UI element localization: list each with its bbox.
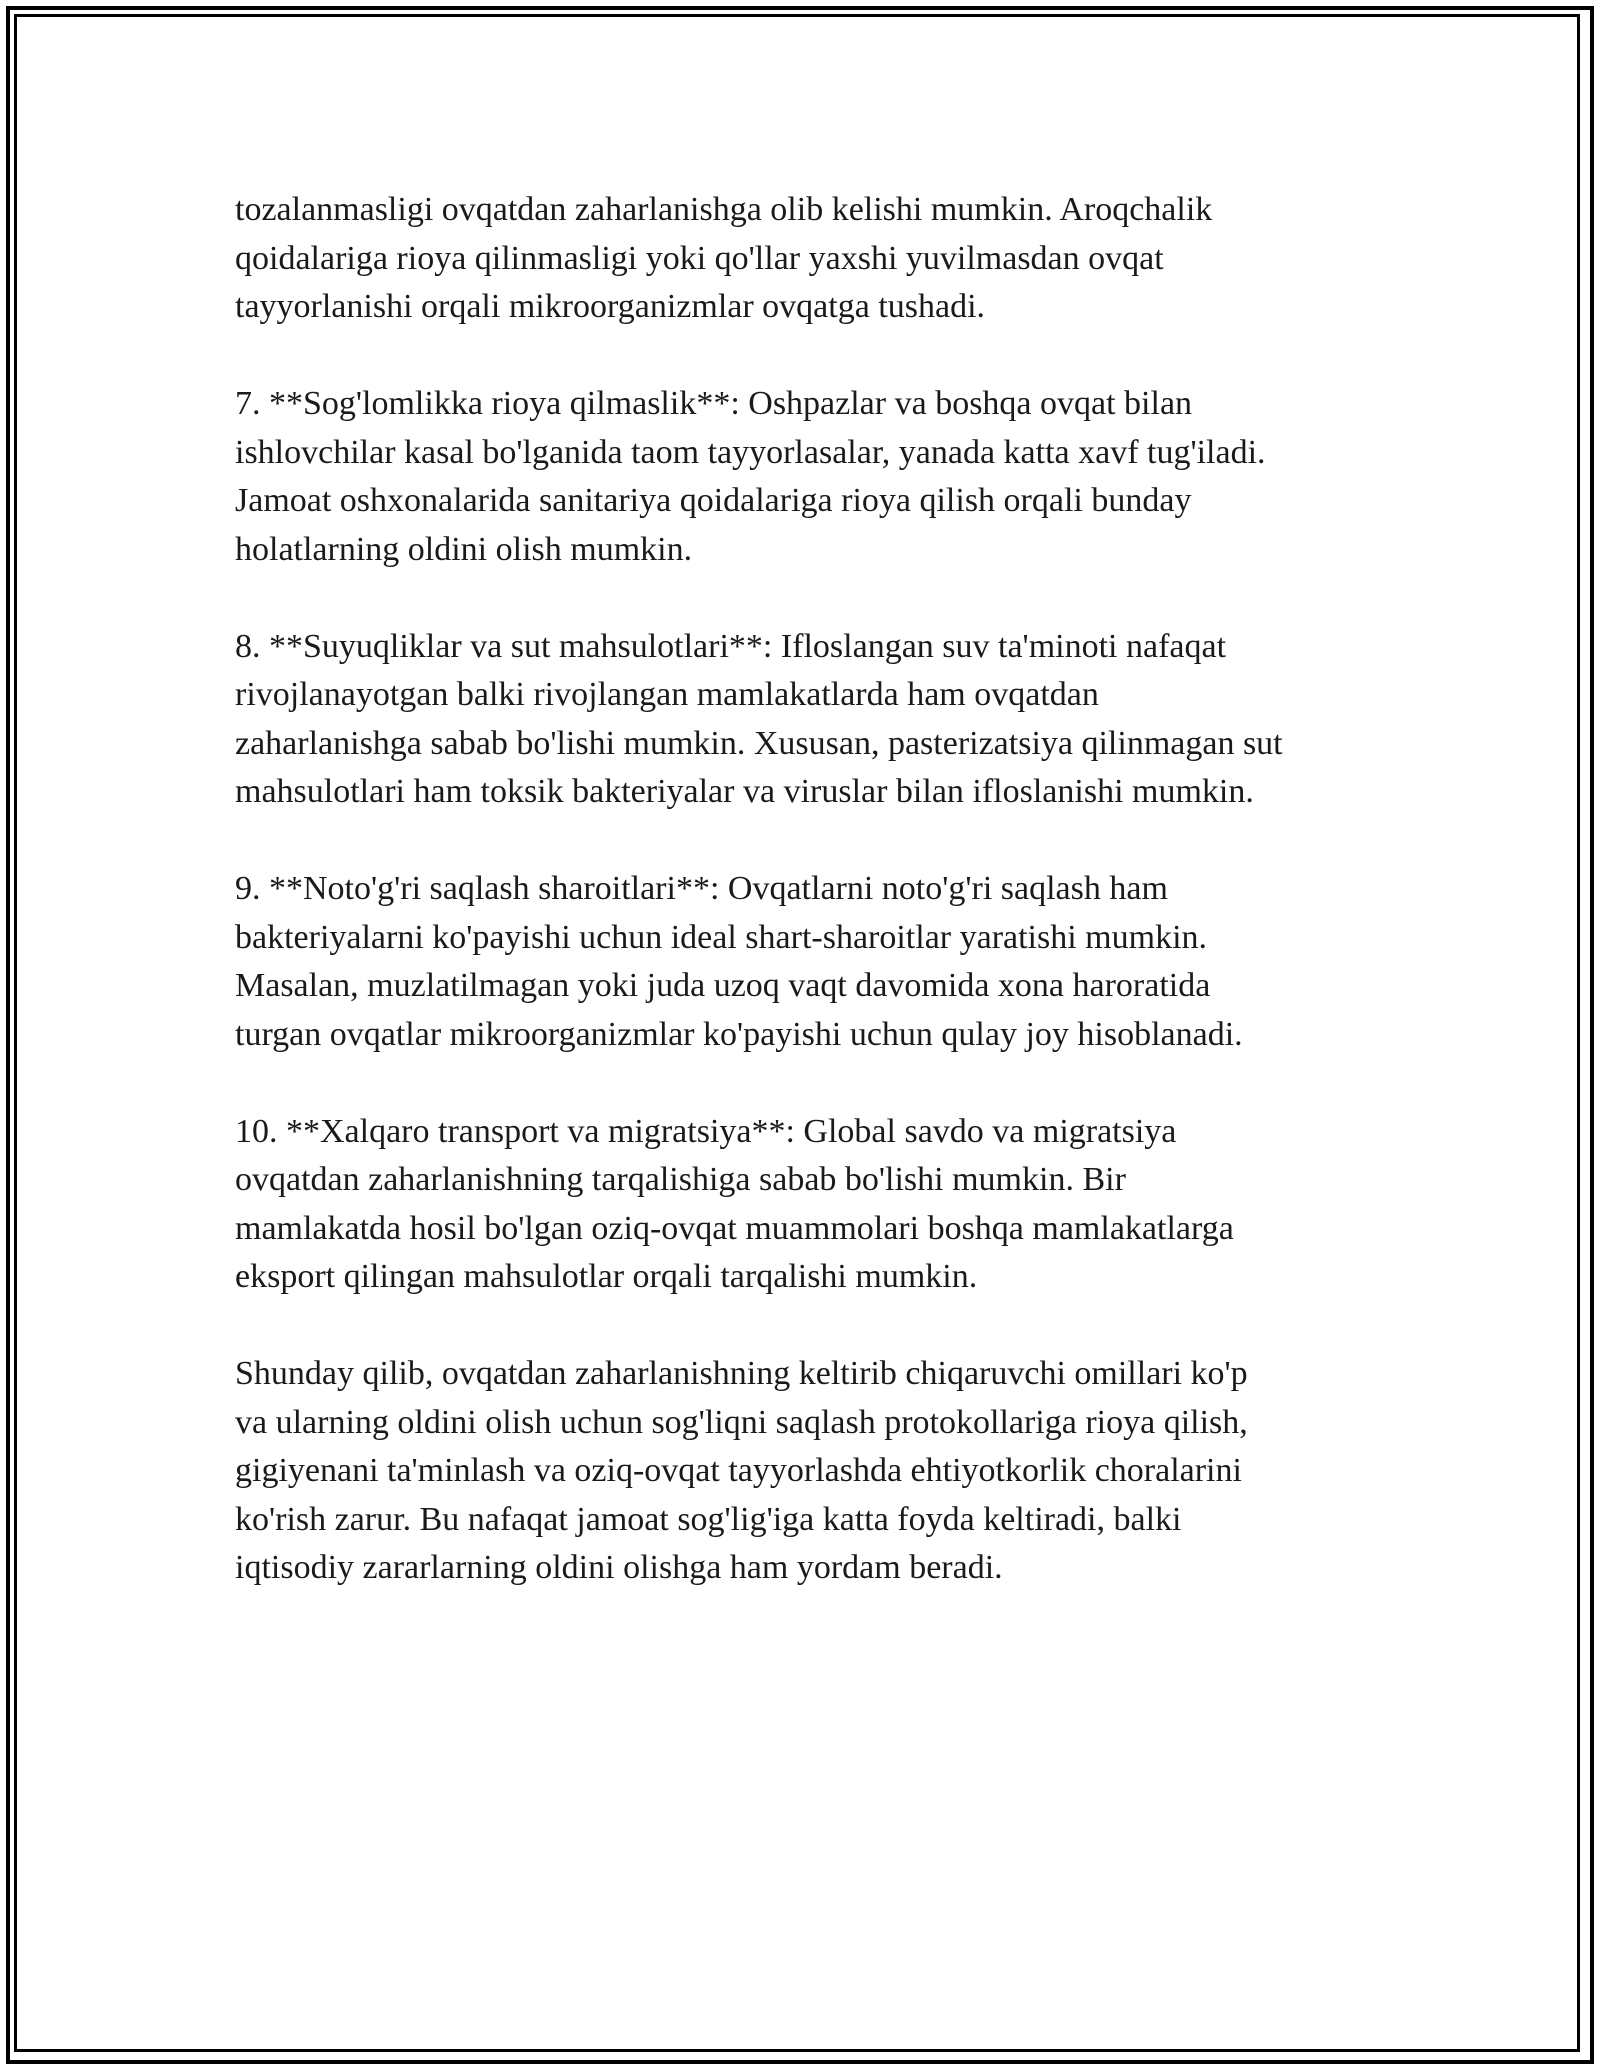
paragraph-item-10: 10. **Xalqaro transport va migratsiya**: Global savdo va migratsiya ovqatdan zaharlanishning tarqalishiga sabab bo'lishi mumkin. Bir mamlakatda hosil bo'lgan oziq-ovqat muammolari boshqa mamlakatlarga eksport qilingan mahsulotlar orqali tarqalishi mumkin.: [235, 1112, 1234, 1295]
paragraph-item-7: 7. **Sog'lomlikka rioya qilmaslik**: Oshpazlar va boshqa ovqat bilan ishlovchilar kasal bo'lganida taom tayyorlasalar, yanada katta xavf tug'iladi. Jamoat oshxonalarida sanitariya qoidalariga rioya qilish orqali bunday holatlarning oldini olish mumkin.: [235, 385, 1266, 568]
paragraph-conclusion: Shunday qilib, ovqatdan zaharlanishning keltirib chiqaruvchi omillari ko'p va ularning oldini olish uchun sog'liqni saqlash protokollariga rioya qilish, gigiyenani ta'minlash va oziq-ovqat tayyorlashda ehtiyotkorlik choralarini ko'rish zarur. Bu nafaqat jamoat sog'lig'iga katta foyda keltiradi, balki iqtisodiy zararlarning oldini olishga ham yordam beradi.: [235, 1355, 1248, 1586]
paragraph-continuation: tozalanmasligi ovqatdan zaharlanishga olib kelishi mumkin. Aroqchalik qoidalariga rioya qilinmasligi yoki qo'llar yaxshi yuvilmasdan ovqat tayyorlanishi orqali mikroorganizmlar ovqatga tushadi.: [235, 191, 1213, 325]
paragraph-item-8: 8. **Suyuqliklar va sut mahsulotlari**: Ifloslangan suv ta'minoti nafaqat rivojlanayotgan balki rivojlangan mamlakatlarda ham ovqatdan zaharlanishga sabab bo'lishi mumkin. Xususan, pasterizatsiya qilinmagan sut mahsulotlari ham toksik bakteriyalar va viruslar bilan ifloslanishi mumkin.: [235, 627, 1283, 810]
paragraph-item-9: 9. **Noto'g'ri saqlash sharoitlari**: Ovqatlarni noto'g'ri saqlash ham bakteriyalarni ko'payishi uchun ideal shart-sharoitlar yaratishi mumkin. Masalan, muzlatilmagan yoki juda uzoq vaqt davomida xona haroratida turgan ovqatlar mikroorganizmlar ko'payishi uchun qulay joy hisoblanadi.: [235, 870, 1243, 1053]
document-body: [235, 186, 1385, 1593]
